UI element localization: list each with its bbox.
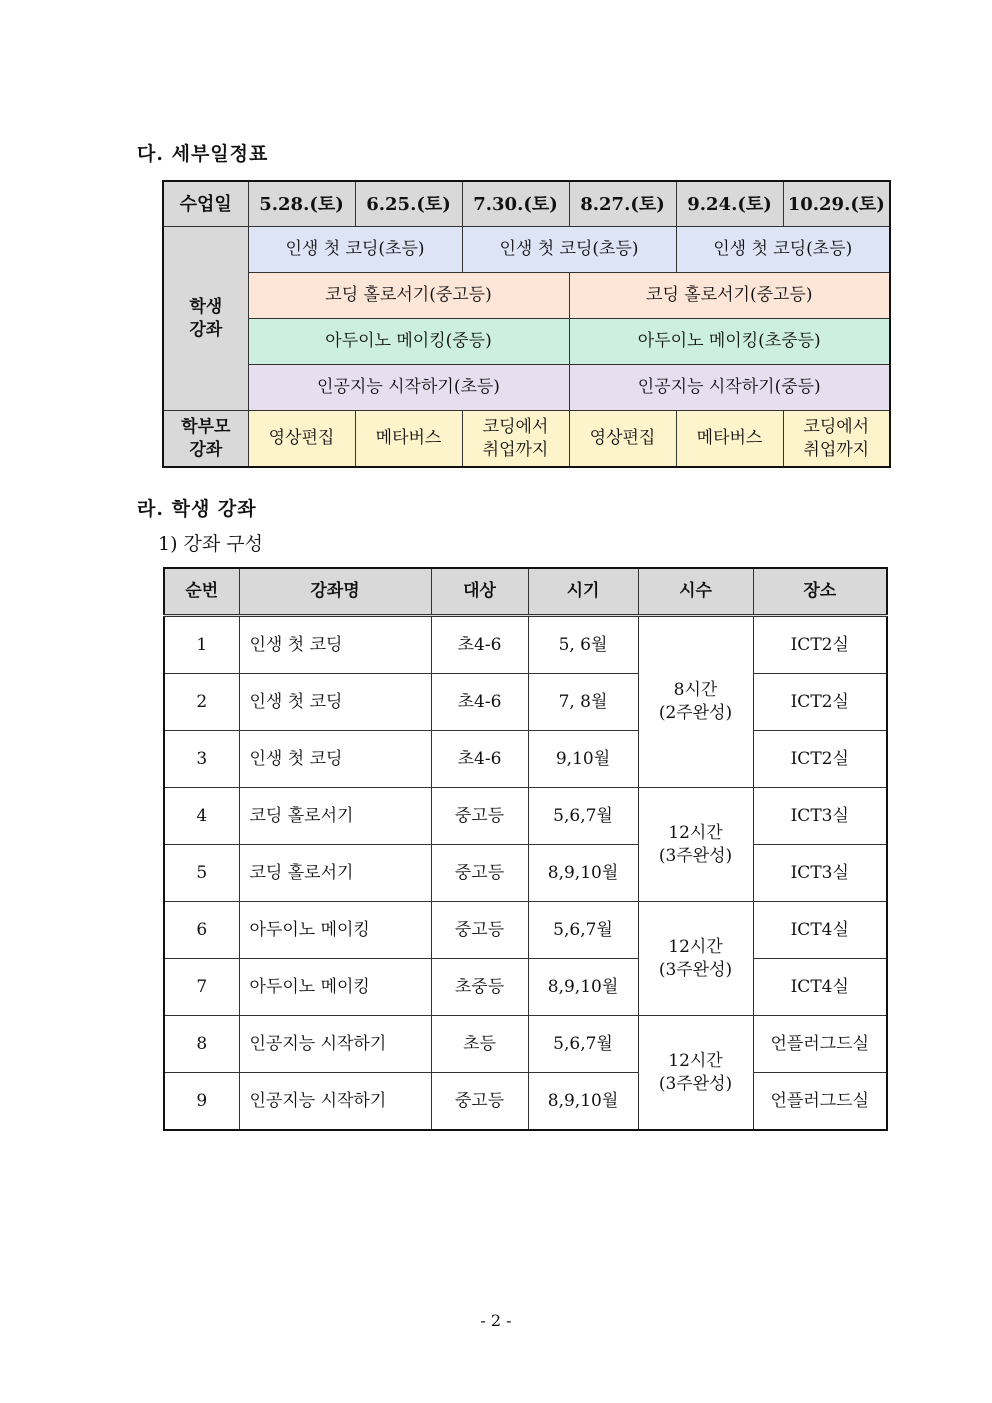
course-name: 코딩 홀로서기 xyxy=(239,845,431,902)
course-name: 인공지능 시작하기 xyxy=(239,1073,431,1131)
course-table xyxy=(163,567,888,1131)
course-no: 6 xyxy=(164,902,239,959)
course-place: ICT2실 xyxy=(753,616,887,674)
table-row xyxy=(164,845,887,902)
course-no: 8 xyxy=(164,1016,239,1073)
course-place: ICT4실 xyxy=(753,959,887,1016)
table-row xyxy=(164,959,887,1016)
course-target: 초4-6 xyxy=(431,731,528,788)
table-row xyxy=(164,616,887,674)
schedule-cell-coding-first: 인생 첫 코딩(초등) xyxy=(676,227,890,273)
course-period: 8,9,10월 xyxy=(528,1073,638,1131)
section-title-student-courses: 라. 학생 강좌 xyxy=(137,498,257,520)
schedule-cell-coding-first: 인생 첫 코딩(초등) xyxy=(248,227,462,273)
course-place: ICT3실 xyxy=(753,788,887,845)
course-period: 5,6,7월 xyxy=(528,788,638,845)
course-period: 8,9,10월 xyxy=(528,845,638,902)
course-place: ICT2실 xyxy=(753,674,887,731)
table-row xyxy=(164,674,887,731)
schedule-cell-parent: 메타버스 xyxy=(355,411,462,468)
course-no: 2 xyxy=(164,674,239,731)
schedule-date: 6.25.(토) xyxy=(355,181,462,227)
course-hours: 12시간 (3주완성) xyxy=(638,1016,753,1131)
student-course-label: 학생 강좌 xyxy=(163,227,248,411)
course-place: ICT4실 xyxy=(753,902,887,959)
course-no: 5 xyxy=(164,845,239,902)
course-place: ICT2실 xyxy=(753,731,887,788)
schedule-cell-ai: 인공지능 시작하기(중등) xyxy=(569,365,890,411)
course-no: 4 xyxy=(164,788,239,845)
schedule-cell-coding-independence: 코딩 홀로서기(중고등) xyxy=(248,273,569,319)
course-header: 순번 xyxy=(164,568,239,616)
table-row xyxy=(164,731,887,788)
course-hours: 12시간 (3주완성) xyxy=(638,788,753,902)
schedule-header-label: 수업일 xyxy=(163,181,248,227)
schedule-date: 7.30.(토) xyxy=(462,181,569,227)
course-no: 1 xyxy=(164,616,239,674)
table-row xyxy=(164,1016,887,1073)
schedule-cell-arduino: 아두이노 메이킹(중등) xyxy=(248,319,569,365)
course-target: 중고등 xyxy=(431,788,528,845)
course-target: 초중등 xyxy=(431,959,528,1016)
page-number: - 2 - xyxy=(480,1311,512,1330)
schedule-cell-parent: 코딩에서 취업까지 xyxy=(462,411,569,468)
course-place: 언플러그드실 xyxy=(753,1073,887,1131)
schedule-cell-ai: 인공지능 시작하기(초등) xyxy=(248,365,569,411)
schedule-date: 5.28.(토) xyxy=(248,181,355,227)
course-target: 초4-6 xyxy=(431,616,528,674)
schedule-cell-parent: 메타버스 xyxy=(676,411,783,468)
subsection-title-course-composition: 1) 강좌 구성 xyxy=(158,533,263,555)
schedule-cell-parent: 영상편집 xyxy=(248,411,355,468)
schedule-cell-coding-independence: 코딩 홀로서기(중고등) xyxy=(569,273,890,319)
course-period: 5,6,7월 xyxy=(528,1016,638,1073)
schedule-cell-coding-first: 인생 첫 코딩(초등) xyxy=(462,227,676,273)
course-header: 대상 xyxy=(431,568,528,616)
course-place: ICT3실 xyxy=(753,845,887,902)
course-period: 9,10월 xyxy=(528,731,638,788)
table-row xyxy=(164,788,887,845)
course-header: 강좌명 xyxy=(239,568,431,616)
course-header: 시수 xyxy=(638,568,753,616)
course-period: 5,6,7월 xyxy=(528,902,638,959)
schedule-cell-parent: 코딩에서 취업까지 xyxy=(783,411,890,468)
schedule-date: 10.29.(토) xyxy=(783,181,890,227)
course-name: 인생 첫 코딩 xyxy=(239,731,431,788)
course-hours: 12시간 (3주완성) xyxy=(638,902,753,1016)
course-no: 7 xyxy=(164,959,239,1016)
course-period: 7, 8월 xyxy=(528,674,638,731)
schedule-cell-parent: 영상편집 xyxy=(569,411,676,468)
course-header: 장소 xyxy=(753,568,887,616)
course-target: 중고등 xyxy=(431,902,528,959)
schedule-cell-arduino: 아두이노 메이킹(초중등) xyxy=(569,319,890,365)
course-period: 5, 6월 xyxy=(528,616,638,674)
course-target: 초4-6 xyxy=(431,674,528,731)
schedule-table xyxy=(162,180,891,468)
parent-course-label: 학부모 강좌 xyxy=(163,411,248,468)
schedule-date: 8.27.(토) xyxy=(569,181,676,227)
course-name: 인생 첫 코딩 xyxy=(239,674,431,731)
course-place: 언플러그드실 xyxy=(753,1016,887,1073)
course-name: 아두이노 메이킹 xyxy=(239,959,431,1016)
course-hours: 8시간 (2주완성) xyxy=(638,616,753,788)
table-row xyxy=(164,902,887,959)
course-name: 인공지능 시작하기 xyxy=(239,1016,431,1073)
section-title-schedule: 다. 세부일정표 xyxy=(137,143,269,165)
course-target: 초등 xyxy=(431,1016,528,1073)
table-row xyxy=(164,1073,887,1131)
course-name: 아두이노 메이킹 xyxy=(239,902,431,959)
course-name: 인생 첫 코딩 xyxy=(239,616,431,674)
course-name: 코딩 홀로서기 xyxy=(239,788,431,845)
course-target: 중고등 xyxy=(431,1073,528,1131)
course-no: 9 xyxy=(164,1073,239,1131)
course-period: 8,9,10월 xyxy=(528,959,638,1016)
course-no: 3 xyxy=(164,731,239,788)
course-target: 중고등 xyxy=(431,845,528,902)
schedule-date: 9.24.(토) xyxy=(676,181,783,227)
course-header: 시기 xyxy=(528,568,638,616)
